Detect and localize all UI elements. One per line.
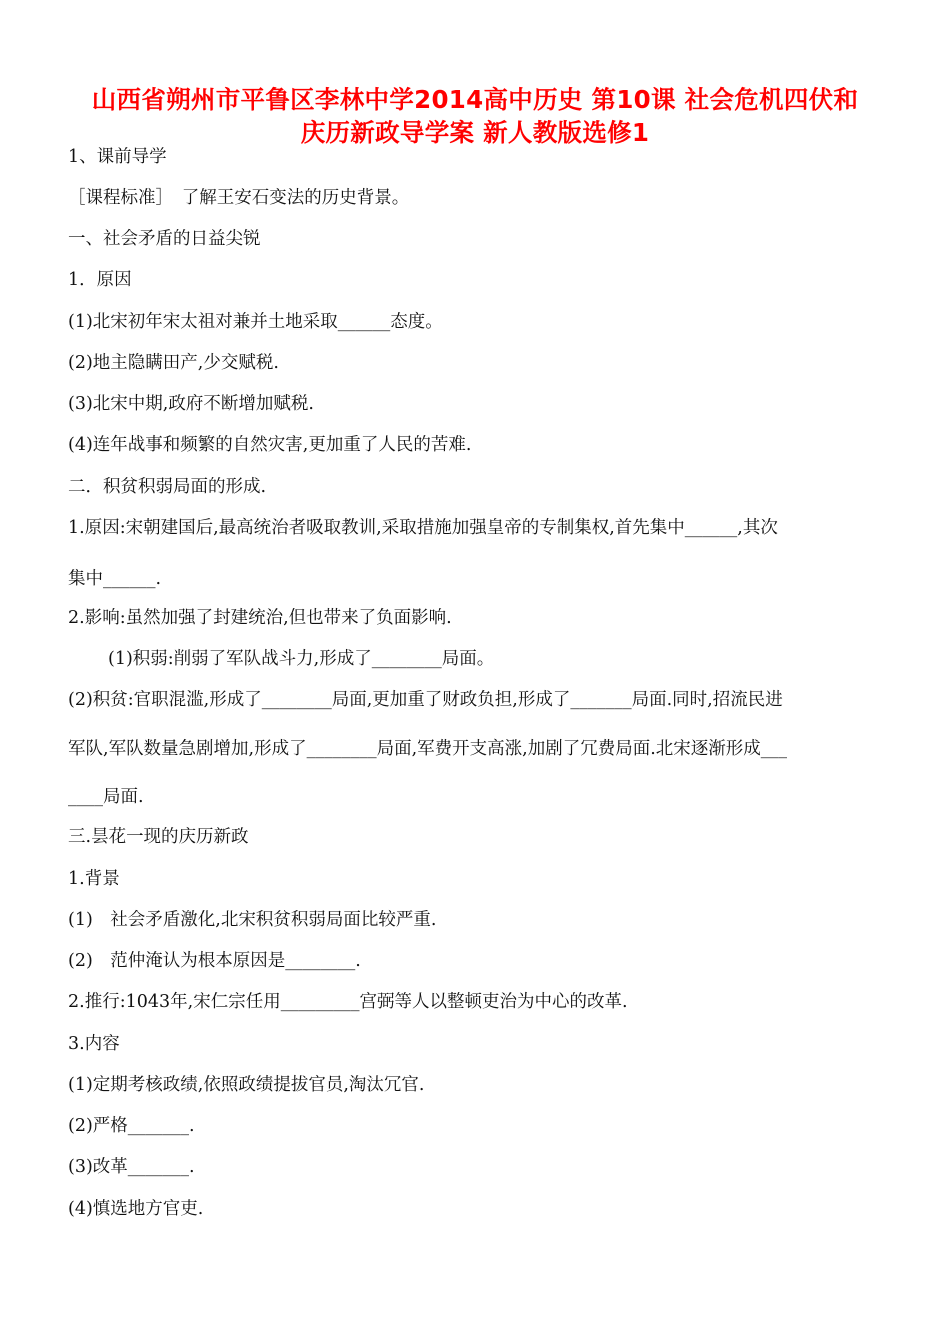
- question-item: 1.原因:宋朝建国后,最高统治者吸取教训,采取措施加强皇帝的专制集权,首先集中______,其次: [68, 518, 778, 538]
- list-item: (3)北宋中期,政府不断增加赋税.: [68, 394, 314, 414]
- question-item-continued: 集中______.: [68, 569, 162, 589]
- title-line-1: 山西省朔州市平鲁区李林中学2014高中历史 第10课 社会危机四伏和: [91, 85, 859, 114]
- question-item: (1)北宋初年宋太祖对兼并土地采取______态度。: [68, 312, 443, 332]
- list-item: (4)慎选地方官吏.: [68, 1199, 204, 1219]
- list-item: (2)地主隐瞒田产,少交赋税.: [68, 353, 279, 373]
- document-title: [60, 83, 890, 149]
- question-item: (2)积贫:官职混滥,形成了________局面,更加重了财政负担,形成了_______局面.同时,招流民进: [68, 690, 783, 710]
- list-item: (1) 社会矛盾激化,北宋积贫积弱局面比较严重.: [68, 910, 437, 930]
- list-item: 2.影响:虽然加强了封建统治,但也带来了负面影响.: [68, 608, 452, 628]
- question-item: (2) 范仲淹认为根本原因是________.: [68, 951, 361, 971]
- part-two-heading: 二．积贫积弱局面的形成.: [68, 477, 267, 497]
- part-three-heading: 三.昙花一现的庆历新政: [68, 827, 249, 847]
- question-item: (1)积弱:削弱了军队战斗力,形成了________局面。: [108, 649, 495, 669]
- curriculum-standard: ［课程标准］ 了解王安石变法的历史背景。: [68, 188, 410, 208]
- section-heading-preview: 1、课前导学: [68, 147, 167, 167]
- subheading-background: 1.背景: [68, 869, 120, 889]
- subheading-content: 3.内容: [68, 1034, 120, 1054]
- question-item-continued: 军队,军队数量急剧增加,形成了________局面,军费开支高涨,加剧了冗费局面.北宋逐渐形成___: [68, 739, 788, 759]
- question-item: (3)改革_______.: [68, 1157, 195, 1177]
- list-item: (1)定期考核政绩,依照政绩提拔官员,淘汰冗官.: [68, 1075, 425, 1095]
- question-item: (2)严格_______.: [68, 1116, 195, 1136]
- question-item: 2.推行:1043年,宋仁宗任用_________宫弼等人以整顿吏治为中心的改革.: [68, 992, 628, 1012]
- title-line-2: 庆历新政导学案 新人教版选修1: [300, 118, 650, 147]
- part-one-heading: 一、社会矛盾的日益尖锐: [68, 229, 261, 249]
- list-item: (4)连年战事和频繁的自然灾害,更加重了人民的苦难.: [68, 435, 472, 455]
- question-item-continued: ____局面.: [68, 787, 144, 807]
- subheading-causes: 1．原因: [68, 270, 132, 290]
